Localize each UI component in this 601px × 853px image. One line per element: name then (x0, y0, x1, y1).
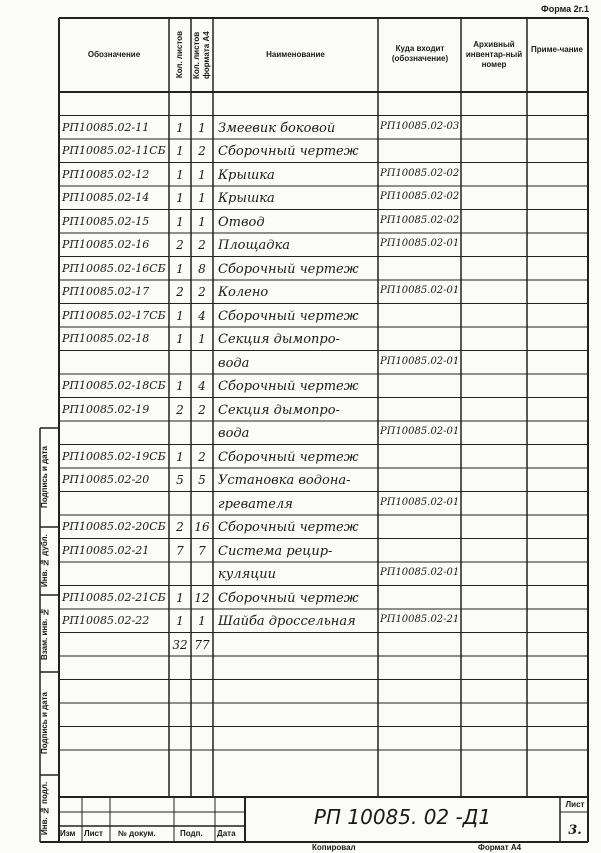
cell-where-used: РП10085.02-02 (380, 167, 460, 179)
side-label-dup-inv: Инв. № дубл. (40, 534, 49, 588)
side-label-sign-date-top: Подпись и дата (40, 446, 49, 509)
cell-where-used: РП10085.02-01 (380, 567, 460, 578)
stamp-col-sign: Подп. (180, 829, 203, 838)
cell-where-used: РП10085.02-01 (380, 496, 460, 508)
cell-sheets-a4: 1 (198, 120, 206, 135)
cell-name: Отвод (218, 214, 265, 230)
cell-where-used: РП10085.02-01 (380, 426, 460, 437)
cell-sheets-a4: 8 (198, 261, 206, 276)
cell-name: Крышка (218, 191, 275, 206)
cell-sheets-a4: 77 (194, 637, 210, 652)
cell-sheets-count: 1 (176, 214, 184, 229)
side-label-orig-inv: Инв. № подл. (40, 781, 49, 836)
cell-name: Установка водона- (218, 473, 351, 488)
cell-name: Сборочный чертеж (218, 449, 359, 465)
header-sheets-count-text: Кол. листов (175, 31, 184, 79)
doc-code: РП 10085. 02 -Д1 (313, 805, 492, 829)
cell-where-used: РП10085.02-01 (380, 285, 460, 296)
cell-sheets-a4: 16 (194, 520, 210, 534)
cell-designation: РП10085.02-14 (62, 191, 150, 204)
cell-sheets-a4: 2 (198, 144, 206, 158)
header-note: Приме-чание (531, 45, 583, 54)
cell-sheets-a4: 2 (198, 238, 206, 252)
cell-designation: РП10085.02-22 (62, 614, 150, 627)
cell-designation: РП10085.02-18СБ (62, 379, 166, 392)
cell-name: Крышка (218, 167, 275, 183)
cell-sheets-count: 1 (176, 379, 184, 393)
cell-sheets-a4: 1 (198, 332, 206, 346)
sheet-label: Лист (565, 800, 585, 809)
side-label-repl-inv: Взам. инв. № (40, 607, 49, 660)
cell-sheets-a4: 2 (198, 449, 206, 464)
cell-name: вода (218, 355, 250, 371)
stamp-col-doc: № докум. (118, 829, 156, 838)
cell-sheets-a4: 1 (198, 191, 206, 205)
cell-sheets-count: 1 (176, 614, 184, 628)
cell-sheets-count: 1 (176, 191, 184, 205)
cell-designation: РП10085.02-11 (62, 120, 150, 134)
cell-name: Сборочный чертеж (218, 261, 359, 277)
cell-designation: РП10085.02-21СБ (62, 590, 166, 604)
cell-designation: РП10085.02-20 (62, 473, 150, 486)
cell-designation: РП10085.02-17СБ (62, 308, 166, 322)
cell-name: Система рецир- (218, 543, 333, 559)
cell-name: куляции (218, 567, 277, 582)
cell-name: Змеевик боковой (218, 120, 336, 136)
cell-sheets-count: 7 (176, 543, 184, 558)
cell-name: Шайба дроссельная (218, 614, 356, 629)
cell-name: Площадка (218, 238, 290, 253)
stamp-col-list: Лист (84, 829, 103, 838)
header-name: Наименование (266, 50, 325, 59)
cell-designation: РП10085.02-15 (62, 214, 150, 228)
cell-sheets-count: 1 (176, 167, 184, 182)
cell-sheets-count: 2 (176, 520, 184, 534)
cell-designation: РП10085.02-11СБ (62, 144, 166, 157)
header-sheets-count (169, 18, 191, 92)
form-label: Форма 2г.1 (541, 4, 589, 14)
header-designation: Обозначение (87, 50, 141, 59)
cell-sheets-a4: 2 (198, 402, 206, 417)
cell-where-used: РП10085.02-03 (380, 120, 460, 132)
cell-sheets-a4: 2 (198, 285, 206, 299)
cell-sheets-a4: 4 (198, 308, 206, 323)
stamp-col-izm: Изм (60, 829, 76, 838)
cell-name: Сборочный чертеж (218, 520, 359, 535)
cell-name: Сборочный чертеж (218, 144, 359, 159)
cell-where-used: РП10085.02-01 (380, 355, 460, 367)
cell-sheets-count: 32 (172, 637, 188, 652)
cell-designation: РП10085.02-16СБ (62, 261, 166, 275)
cell-sheets-count: 1 (176, 590, 184, 605)
cell-designation: РП10085.02-18 (62, 332, 150, 345)
sheet-number: 3. (568, 823, 582, 838)
cell-sheets-a4: 7 (198, 543, 206, 558)
cell-name: Сборочный чертеж (218, 379, 359, 394)
cell-where-used: РП10085.02-21 (380, 614, 460, 625)
cell-designation: РП10085.02-17 (62, 285, 150, 298)
cell-designation: РП10085.02-16 (62, 238, 150, 251)
cell-sheets-a4: 1 (198, 614, 206, 628)
cell-name: Секция дымопро- (218, 332, 340, 347)
cell-sheets-a4: 5 (198, 473, 206, 487)
side-label-sign-date-bottom: Подпись и дата (40, 692, 49, 755)
cell-designation: РП10085.02-19 (62, 402, 150, 416)
cell-sheets-count: 1 (176, 120, 184, 135)
header-archive-number: Архивный инвентар-ный номер (465, 40, 523, 69)
footer-copied: Копировал (312, 843, 356, 852)
cell-sheets-count: 2 (176, 402, 184, 417)
header-sheets-a4-text: Кол. листов формата А4 (192, 31, 211, 79)
cell-name: вода (218, 426, 250, 441)
cell-sheets-count: 1 (176, 332, 184, 346)
cell-sheets-count: 1 (176, 449, 184, 464)
cell-sheets-a4: 1 (198, 167, 206, 182)
footer-format: Формат А4 (478, 843, 522, 852)
cell-sheets-count: 1 (176, 144, 184, 158)
cell-name: Сборочный чертеж (218, 590, 359, 606)
cell-where-used: РП10085.02-01 (380, 238, 460, 249)
cell-name: Колено (218, 285, 269, 300)
cell-sheets-a4: 12 (194, 590, 210, 605)
cell-sheets-count: 2 (176, 285, 184, 299)
cell-designation: РП10085.02-20СБ (62, 520, 166, 533)
cell-designation: РП10085.02-19СБ (62, 449, 166, 463)
cell-where-used: РП10085.02-02 (380, 191, 460, 202)
cell-designation: РП10085.02-12 (62, 167, 150, 181)
cell-sheets-count: 2 (176, 238, 184, 252)
stamp-col-date: Дата (217, 829, 236, 838)
cell-sheets-a4: 1 (198, 214, 206, 229)
cell-sheets-a4: 4 (198, 379, 206, 393)
cell-sheets-count: 1 (176, 308, 184, 323)
header-sheets-a4 (191, 18, 213, 92)
header-where-used: Куда входит (обозначение) (391, 44, 449, 63)
cell-sheets-count: 1 (176, 261, 184, 276)
cell-name: Секция дымопро- (218, 402, 340, 418)
cell-sheets-count: 5 (176, 473, 184, 487)
cell-where-used: РП10085.02-02 (380, 214, 460, 226)
cell-name: гревателя (218, 496, 293, 512)
cell-name: Сборочный чертеж (218, 308, 359, 324)
cell-designation: РП10085.02-21 (62, 543, 150, 557)
